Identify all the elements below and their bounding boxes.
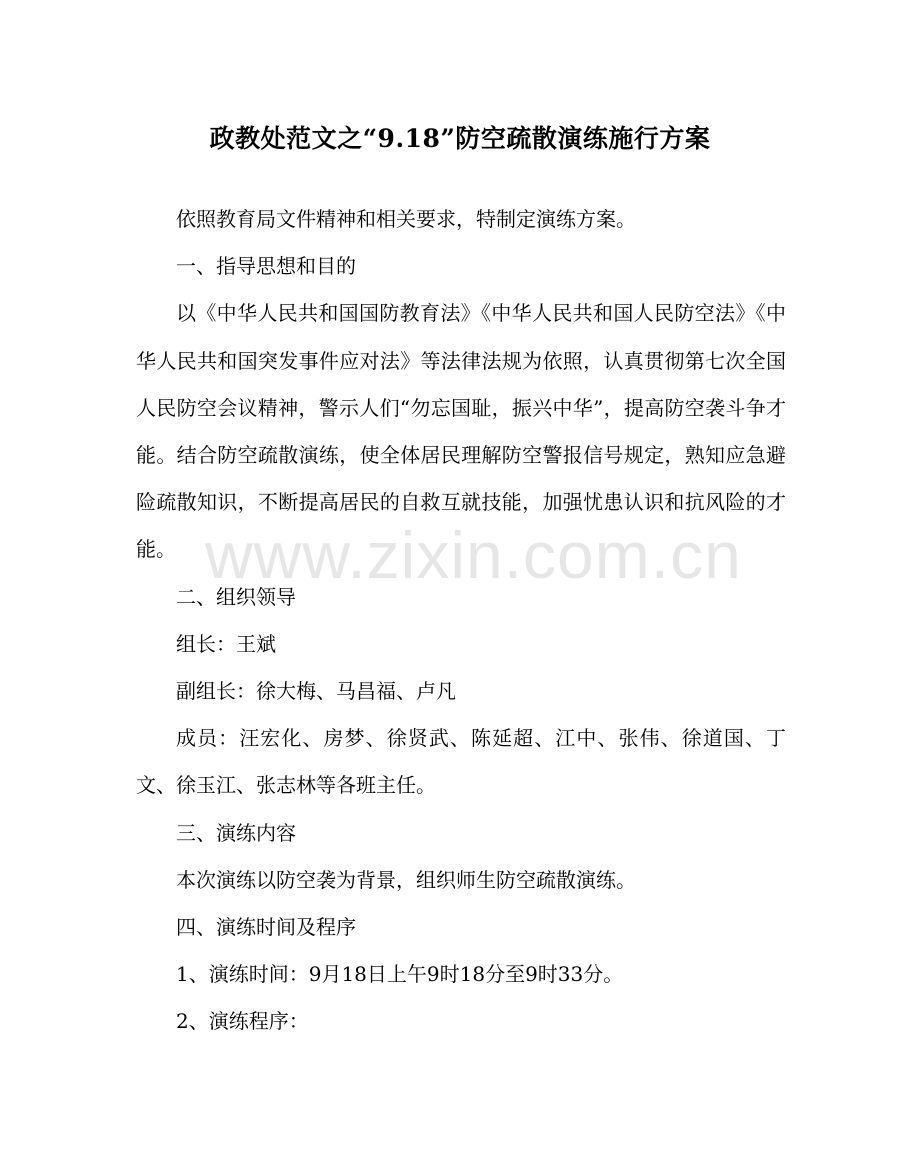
document-title: 政教处范文之“9.18”防空疏散演练施行方案 — [209, 124, 711, 153]
document-body — [136, 196, 786, 1046]
paragraph-drill-time: 1、演练时间：9月18日上午9时18分至9时33分。 — [176, 962, 624, 987]
watermark: www.zixin.com.cn — [205, 518, 742, 592]
section-heading-organization: 二、组织领导 — [176, 584, 296, 609]
paragraph-members: 成员：汪宏化、房梦、徐贤武、陈延超、江中、张伟、徐道国、丁文、徐玉江、张志林等各班主任。 — [136, 726, 786, 798]
paragraph-drill-procedure: 2、演练程序： — [176, 1009, 309, 1034]
paragraph-team-leader: 组长：王斌 — [176, 631, 276, 656]
section-heading-drill-schedule: 四、演练时间及程序 — [176, 915, 356, 940]
paragraph-intro: 依照教育局文件精神和相关要求，特制定演练方案。 — [176, 207, 636, 231]
section-heading-guiding-ideology: 一、指导思想和目的 — [176, 254, 356, 279]
paragraph-deputy-leaders: 副组长：徐大梅、马昌福、卢凡 — [176, 679, 456, 704]
paragraph-guiding-ideology: 以《中华人民共和国国防教育法》《中华人民共和国人民防空法》《中华人民共和国突发事件应对法》等法律法规为依照，认真贯彻第七次全国人民防空会议精神，警示人们“勿忘国耻，振兴中华”，提高防空袭斗争才能。结合防空疏散演练，使全体居民理解防空警报信号规定，熟知应急避险疏散知识，不断提高居民的自救互就技能，加强忧患认识和抗风险的才能。 — [136, 301, 786, 562]
paragraph-drill-content: 本次演练以防空袭为背景，组织师生防空疏散演练。 — [176, 867, 636, 892]
section-heading-drill-content: 三、演练内容 — [176, 820, 296, 845]
